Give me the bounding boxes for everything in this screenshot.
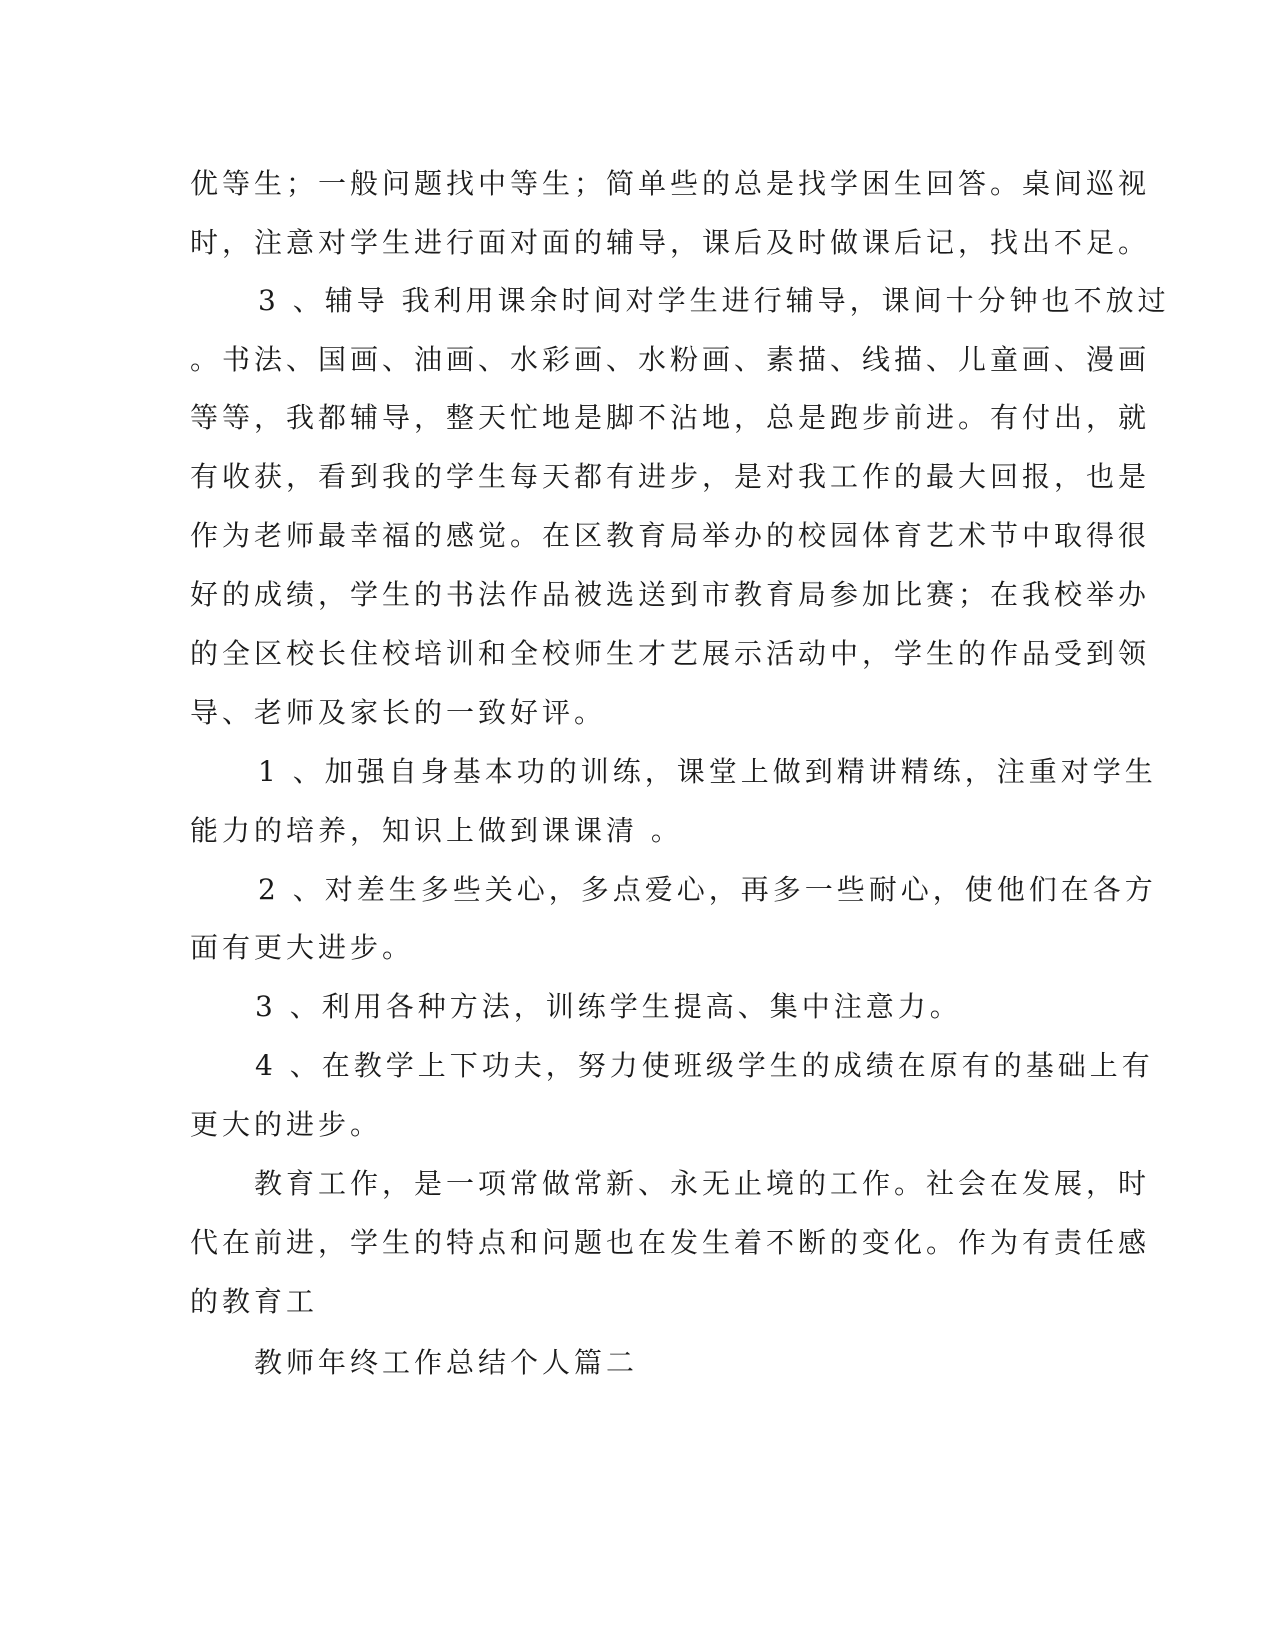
text-line: 有收获，看到我的学生每天都有进步，是对我工作的最大回报，也是 — [190, 460, 1151, 493]
text-line: 面有更大进步。 — [190, 931, 415, 964]
text-line: 4 、在教学上下功夫，努力使班级学生的成绩在原有的基础上有 — [255, 1049, 1154, 1082]
text-line: 更大的进步。 — [190, 1108, 383, 1141]
section-heading: 教师年终工作总结个人篇二 — [254, 1346, 639, 1379]
text-line: 能力的培养，知识上做到课课清 。 — [190, 814, 683, 847]
text-line: 时，注意对学生进行面对面的辅导，课后及时做课后记，找出不足。 — [190, 226, 1151, 259]
text-line: 教育工作，是一项常做常新、永无止境的工作。社会在发展，时 — [254, 1167, 1151, 1200]
text-line: 等等，我都辅导，整天忙地是脚不沾地，总是跑步前进。有付出，就 — [190, 401, 1151, 434]
text-line: 1 、加强自身基本功的训练，课堂上做到精讲精练，注重对学生 — [258, 755, 1157, 788]
text-line: 。书法、国画、油画、水彩画、水粉画、素描、线描、儿童画、漫画 — [190, 343, 1151, 376]
text-line: 代在前进，学生的特点和问题也在发生着不断的变化。作为有责任感 — [190, 1226, 1151, 1259]
text-line: 导、老师及家长的一致好评。 — [190, 696, 607, 729]
text-line: 作为老师最幸福的感觉。在区教育局举办的校园体育艺术节中取得很 — [190, 519, 1151, 552]
text-line: 3 、辅导 我利用课余时间对学生进行辅导，课间十分钟也不放过 — [258, 284, 1170, 317]
text-line: 3 、利用各种方法，训练学生提高、集中注意力。 — [255, 990, 962, 1023]
text-line: 的教育工 — [190, 1285, 319, 1318]
text-line: 2 、对差生多些关心，多点爱心，再多一些耐心，使他们在各方 — [258, 873, 1157, 906]
text-line: 的全区校长住校培训和全校师生才艺展示活动中，学生的作品受到领 — [190, 637, 1151, 670]
text-line: 优等生；一般问题找中等生；简单些的总是找学困生回答。桌间巡视 — [190, 167, 1151, 200]
text-line: 好的成绩，学生的书法作品被选送到市教育局参加比赛；在我校举办 — [190, 578, 1151, 611]
